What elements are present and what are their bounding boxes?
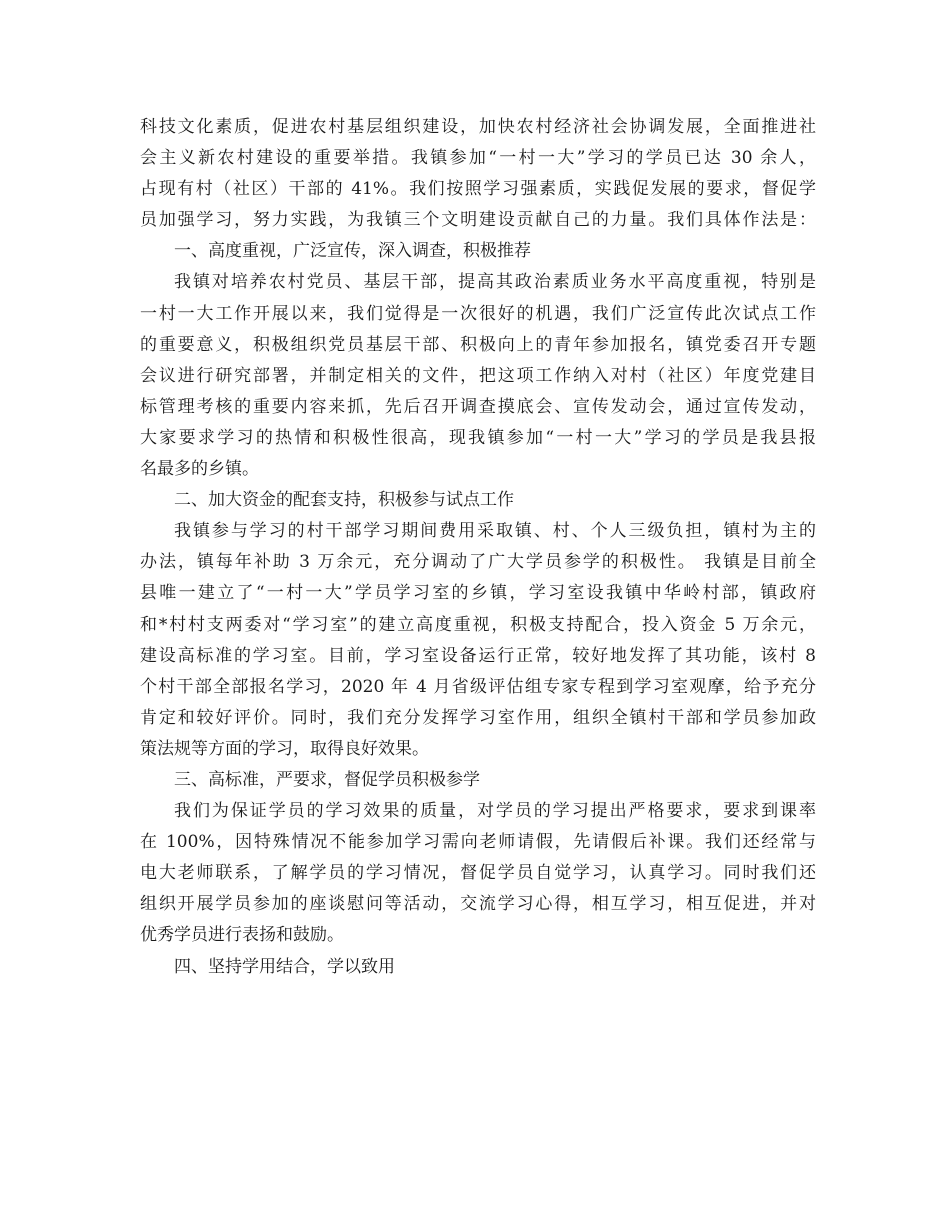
text-line: 我镇对培养农村党员、基层干部，提高其政治素质业务水平高度重视，特别是 xyxy=(174,272,816,293)
text-line: 和*村村支两委对“学习室”的建立高度重视，积极支持配合，投入资金 5 万余元， xyxy=(140,614,816,635)
section-heading-1 xyxy=(140,236,816,267)
text-line: 在 100%，因特殊情况不能参加学习需向老师请假，先请假后补课。我们还经常与 xyxy=(140,832,816,853)
heading-text: 一、高度重视，广泛宣传，深入调查，积极推荐 xyxy=(174,241,531,262)
text-line: 占现有村（社区）干部的 41%。我们按照学习强素质，实践促发展的要求，督促学 xyxy=(140,179,816,200)
paragraph-intro-continuation xyxy=(140,112,816,236)
heading-text: 三、高标准，严要求，督促学员积极参学 xyxy=(174,769,480,790)
section-heading-4 xyxy=(140,952,816,983)
text-line: 标管理考核的重要内容来抓，先后召开调查摸底会、宣传发动会，通过宣传发动， xyxy=(140,396,816,417)
text-line: 名最多的乡镇。 xyxy=(140,459,259,480)
heading-text: 四、坚持学用结合，学以致用 xyxy=(174,956,395,977)
text-line: 策法规等方面的学习，取得良好效果。 xyxy=(140,738,429,759)
text-line: 会议进行研究部署，并制定相关的文件，把这项工作纳入对村（社区）年度党建目 xyxy=(140,365,816,386)
section-heading-3 xyxy=(140,765,816,796)
text-line: 组织开展学员参加的座谈慰问等活动，交流学习心得，相互学习，相互促进，并对 xyxy=(140,894,816,915)
heading-text: 二、加大资金的配套支持，积极参与试点工作 xyxy=(174,490,514,511)
paragraph-section-2 xyxy=(140,516,816,765)
paragraph-section-3 xyxy=(140,796,816,951)
text-line: 会主义新农村建设的重要举措。我镇参加“一村一大”学习的学员已达 30 余人， xyxy=(140,148,816,169)
text-line: 建设高标准的学习室。目前，学习室设备运行正常，较好地发挥了其功能，该村 8 xyxy=(140,645,816,666)
text-line: 办法，镇每年补助 3 万余元，充分调动了广大学员参学的积极性。 我镇是目前全 xyxy=(140,552,816,573)
text-line: 一村一大工作开展以来，我们觉得是一次很好的机遇，我们广泛宣传此次试点工作 xyxy=(140,303,816,324)
text-line: 我镇参与学习的村干部学习期间费用采取镇、村、个人三级负担，镇村为主的 xyxy=(174,521,816,542)
text-line: 员加强学习，努力实践，为我镇三个文明建设贡献自己的力量。我们具体作法是： xyxy=(140,210,816,231)
section-heading-2 xyxy=(140,485,816,516)
text-line: 大家要求学习的热情和积极性很高，现我镇参加“一村一大”学习的学员是我县报 xyxy=(140,427,816,448)
text-line: 我们为保证学员的学习效果的质量，对学员的学习提出严格要求，要求到课率 xyxy=(174,801,816,822)
document-body xyxy=(140,112,816,983)
text-line: 个村干部全部报名学习，2020 年 4 月省级评估组专家专程到学习室观摩，给予充分 xyxy=(140,676,816,697)
text-line: 科技文化素质，促进农村基层组织建设，加快农村经济社会协调发展，全面推进社 xyxy=(140,117,816,137)
text-line: 县唯一建立了“一村一大”学员学习室的乡镇，学习室设我镇中华岭村部，镇政府 xyxy=(140,583,816,604)
paragraph-section-1 xyxy=(140,267,816,485)
text-line: 优秀学员进行表扬和鼓励。 xyxy=(140,925,344,946)
text-line: 肯定和较好评价。同时，我们充分发挥学习室作用，组织全镇村干部和学员参加政 xyxy=(140,707,816,728)
text-line: 的重要意义，积极组织党员基层干部、积极向上的青年参加报名，镇党委召开专题 xyxy=(140,334,816,355)
text-line: 电大老师联系，了解学员的学习情况，督促学员自觉学习，认真学习。同时我们还 xyxy=(140,863,816,884)
